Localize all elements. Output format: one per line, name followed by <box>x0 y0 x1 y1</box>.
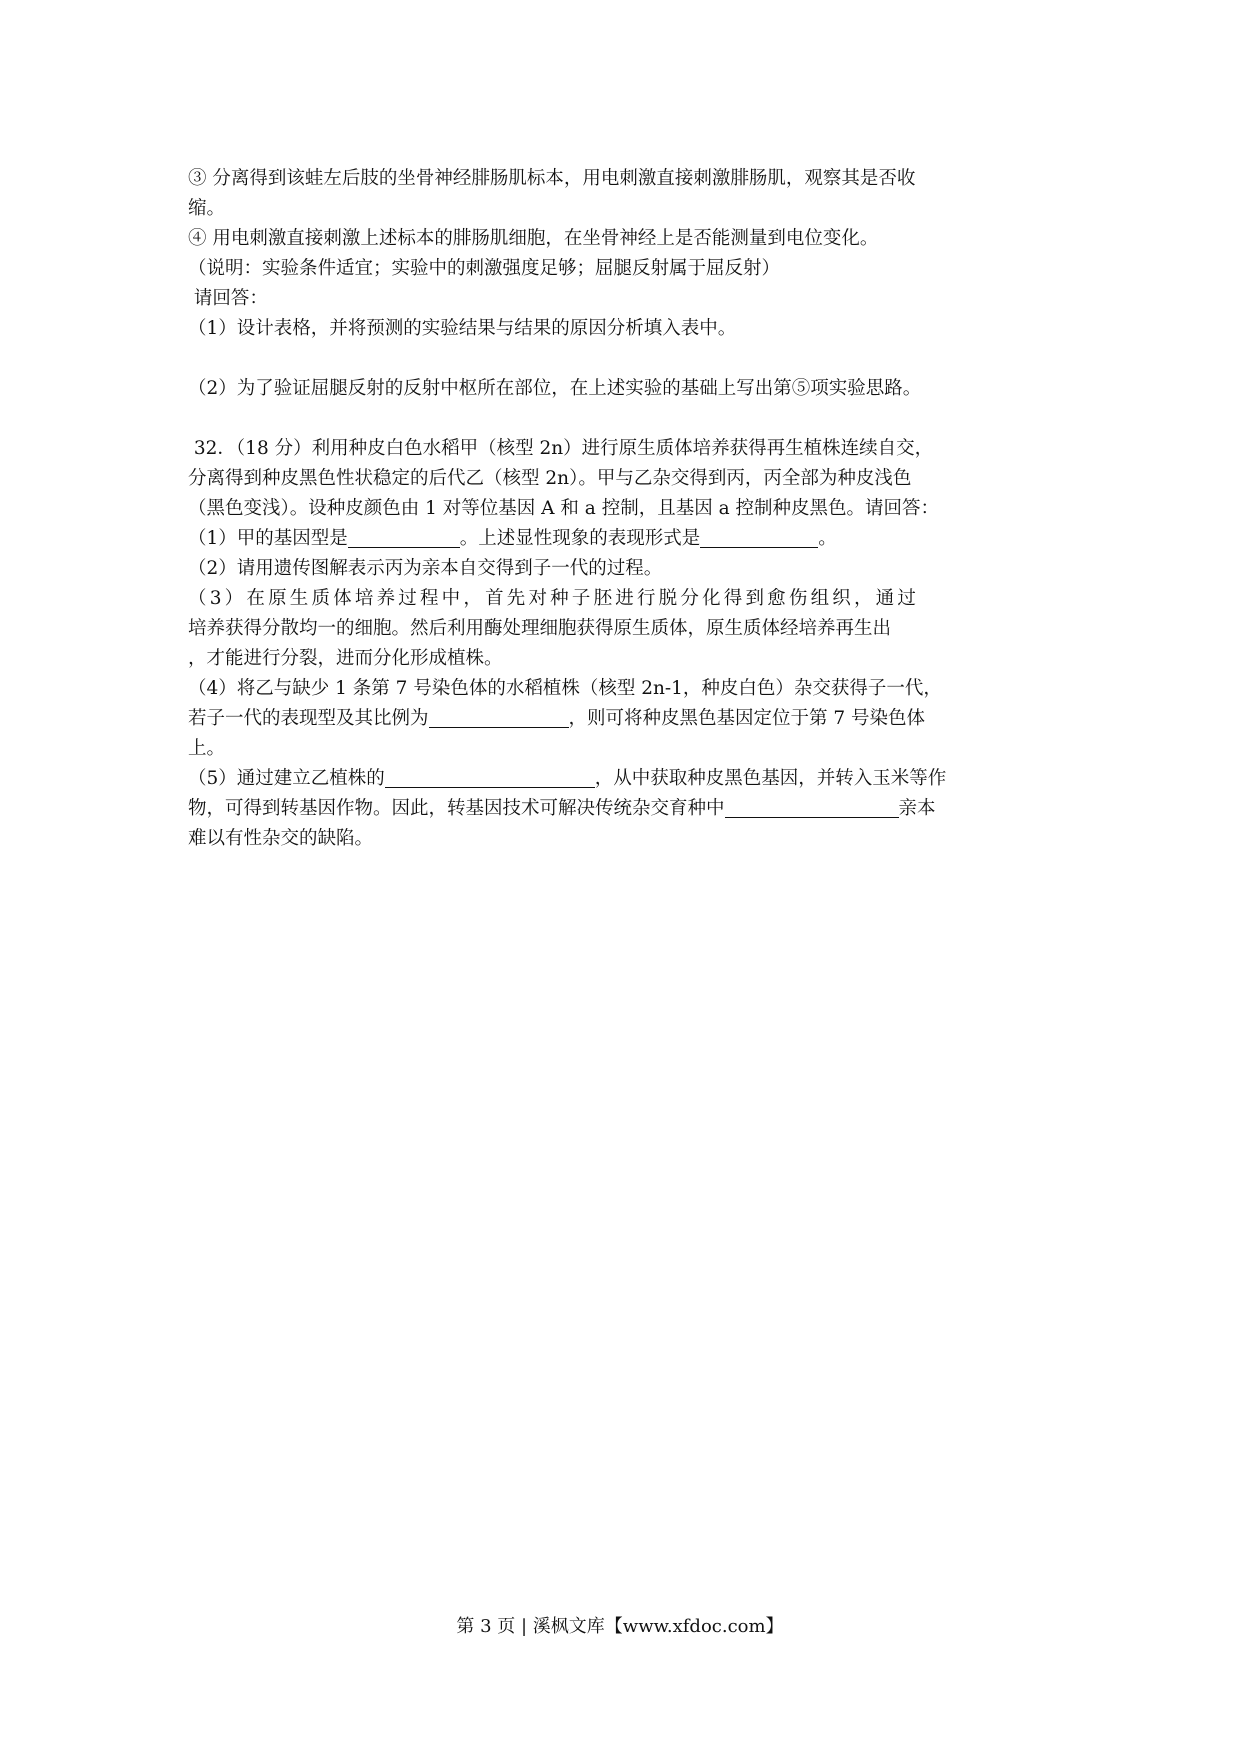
question-32-part-2: （2）请用遗传图解表示丙为亲本自交得到子一代的过程。 <box>188 558 663 579</box>
question-32-part-5-line-2 <box>188 794 1056 824</box>
spacer <box>188 404 1056 434</box>
answer-blank[interactable] <box>429 707 569 728</box>
part-5-text-a: （5）通过建立乙植株的 <box>188 768 385 789</box>
part-1-text-c: 。 <box>818 528 837 549</box>
page-footer: 第 3 页 | 溪枫文库【www.xfdoc.com】 <box>456 1616 784 1637</box>
answer-blank[interactable] <box>700 527 818 548</box>
question-32-intro-1: 32．（18 分）利用种皮白色水稻甲（核型 2n）进行原生质体培养获得再生植株连续自交， <box>188 438 934 459</box>
question-32-part-1 <box>188 524 1056 554</box>
experiment-note: （说明：实验条件适宜；实验中的刺激强度足够；屈腿反射属于屈反射） <box>188 258 781 279</box>
question-31-part-2: （2）为了验证屈腿反射的反射中枢所在部位，在上述实验的基础上写出第⑤项实验思路。 <box>188 378 922 399</box>
part-5-text-d: 亲本 <box>898 798 936 819</box>
question-32-part-4-line-3: 上。 <box>188 738 226 759</box>
part-4-text-a: 若子一代的表现型及其比例为 <box>188 708 429 729</box>
answer-blank[interactable] <box>348 527 460 548</box>
question-32-intro-2: 分离得到种皮黑色性状稳定的后代乙（核型 2n）。甲与乙杂交得到丙，丙全部为种皮浅色 <box>188 468 912 489</box>
experiment-step-3: ③ 分离得到该蛙左后肢的坐骨神经腓肠肌标本，用电刺激直接刺激腓肠肌，观察其是否收 <box>188 168 916 189</box>
question-32-part-5-line-3: 难以有性杂交的缺陷。 <box>188 828 374 849</box>
spacer <box>188 344 1056 374</box>
page-content <box>188 164 1056 854</box>
part-5-text-c: 物，可得到转基因作物。因此，转基因技术可解决传统杂交育种中 <box>188 798 725 819</box>
part-1-text-b: 。上述显性现象的表现形式是 <box>459 528 701 549</box>
answer-prompt: 请回答： <box>188 288 268 309</box>
part-1-text-a: （1）甲的基因型是 <box>188 528 348 549</box>
question-32-part-5-line-1 <box>188 764 1056 794</box>
answer-blank[interactable] <box>385 767 595 788</box>
question-32-part-4-line-1: （4）将乙与缺少 1 条第 7 号染色体的水稻植株（核型 2n-1，种皮白色）杂交获得子一代， <box>188 678 942 699</box>
experiment-step-4: ④ 用电刺激直接刺激上述标本的腓肠肌细胞，在坐骨神经上是否能测量到电位变化。 <box>188 228 879 249</box>
answer-blank[interactable] <box>725 797 899 818</box>
experiment-step-3-cont: 缩。 <box>188 198 226 219</box>
question-32-part-3-line-3: ，才能进行分裂，进而分化形成植株。 <box>188 648 503 669</box>
part-5-text-b: ，从中获取种皮黑色基因，并转入玉米等作 <box>594 768 947 789</box>
part-4-text-b: ，则可将种皮黑色基因定位于第 7 号染色体 <box>568 708 926 729</box>
question-32-part-3-line-2: 培养获得分散均一的细胞。然后利用酶处理细胞获得原生质体，原生质体经培养再生出 <box>188 618 892 639</box>
question-32-intro-3: （黑色变浅）。设种皮颜色由 1 对等位基因 A 和 a 控制，且基因 a 控制种皮黑色。请回答： <box>188 498 939 519</box>
question-32-part-3-line-1: （3）在原生质体培养过程中，首先对种子胚进行脱分化得到愈伤组织，通过 <box>188 588 920 609</box>
question-32-part-4-line-2 <box>188 704 1056 734</box>
question-31-part-1: （1）设计表格，并将预测的实验结果与结果的原因分析填入表中。 <box>188 318 737 339</box>
